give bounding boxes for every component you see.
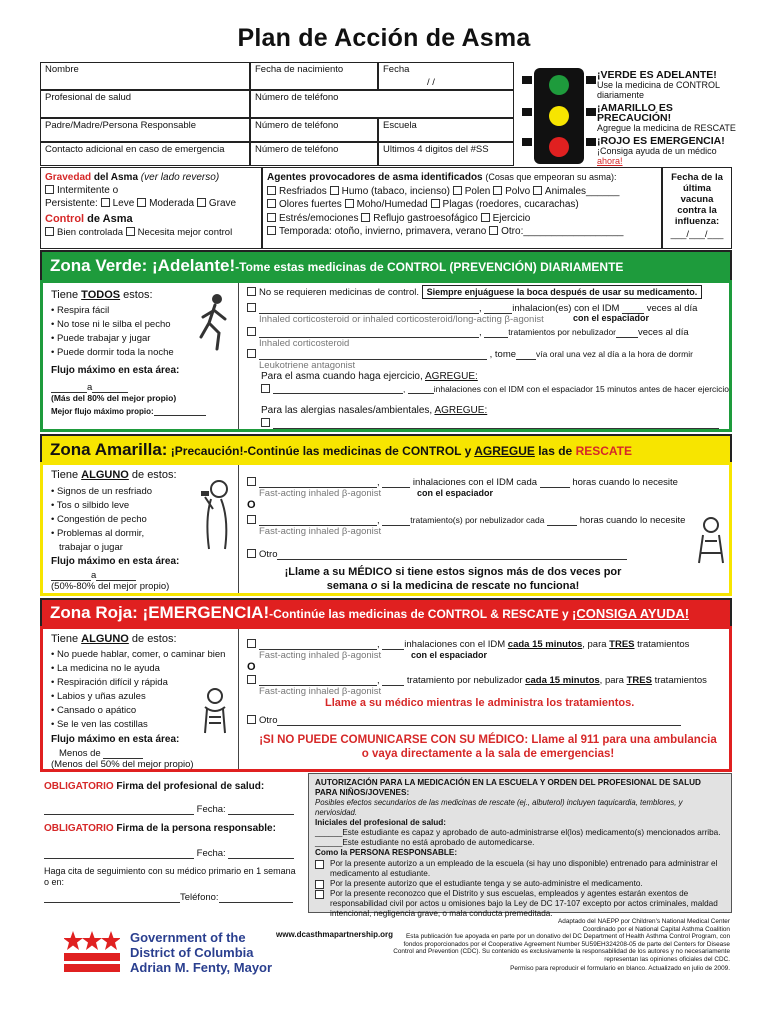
no-control-meds-checkbox[interactable] xyxy=(247,287,256,296)
yellow-zone-body: Tiene ALGUNO de estos: • Signos de un resfriado • Tos o silbido leve • Congestión de pecho • Problemas al dormir, trabajar o jugar Flujo máximo en esta área: a (50%-80% del mejor propio) , inhalaciones con el IDM cada horas cuando lo necesite Fast-acting inhaled β-agonist con el espaciador O , tratamiento(s) por nebulizador cada horas cuando lo necesite Fast-acting inhaled β-agonist Otro ¡Llame a su MÉDICO si tiene estos signos más de dos veces por semana o si la medicina de rescate no funciona! xyxy=(40,462,732,596)
yellow-zone-symptoms: Tiene ALGUNO de estos: • Signos de un resfriado • Tos o silbido leve • Congestión de pecho • Problemas al dormir, trabajar o jugar Flujo máximo en esta área: a (50%-80% del mejor propio) xyxy=(43,465,239,593)
padre-field[interactable]: Padre/Madre/Persona Responsable xyxy=(40,118,250,142)
trigger-checkbox[interactable] xyxy=(533,186,542,195)
trigger-checkbox[interactable] xyxy=(267,199,276,208)
leve-checkbox[interactable] xyxy=(101,198,110,207)
trigger-label: Olores fuertes xyxy=(279,199,342,210)
auth-employee-checkbox[interactable] xyxy=(315,860,324,869)
credits-text: Adaptado del NAEPP por Children's National Medical Center Coordinado por el National Capital Asthma Coalition Esta publicación fue apoyada en parte por un donativo del DC Department of Health Asthma Control Program, con fondos proporcionados por el Cooperative Agreement Number 5U59EH324208-05 de parte del Centers for Disease Control and Prevention (CDC). Su contenido es exclusivamente la responsabilidad de los autores y no necesariamente representan las opiniones oficiales del CDC. Permiso para reproducir el formulario en blanco. Actualizado en julio de 2009. xyxy=(393,918,730,972)
profesional-field[interactable]: Profesional de salud xyxy=(40,90,250,118)
red-zone-body: Tiene ALGUNO de estos: • No puede hablar, comer, o caminar bien • La medicina no le ayuda • Respiración difícil y rápida • Labios y uñas azules • Cansado o apático • Se le ven las costillas Flujo máximo en esta área: Menos de (Menos del 50% del mejor propio) , inhalaciones con el IDM cada 15 minutos, para TRES tratamientos Fast-acting inhaled β-agonist con el espaciador O , tratamiento por nebulizador cada 15 minutos, para TRES tratamientos Fast-acting inhaled β-agonist Llame a su médico mientras le administra los tratamientos. Otro ¡SI NO PUEDE COMUNICARSE CON SU MÉDICO: Llame al 911 para una ambulancia o vaya directamente a la sala de emergencias! xyxy=(40,626,732,772)
trigger-label: Moho/Humedad xyxy=(356,199,428,210)
inhaler-person-icon xyxy=(191,479,237,556)
green-med-1-checkbox[interactable] xyxy=(247,303,256,312)
symptom-item: • No puede hablar, comer, o caminar bien xyxy=(51,649,226,660)
website-link[interactable]: www.dcasthmapartnership.org xyxy=(276,930,394,939)
yellow-call-doctor: ¡Llame a su MÉDICO si tiene estos signos más de dos veces por semana o si la medicina de rescate no funciona! xyxy=(284,566,622,592)
exercise-med-checkbox[interactable] xyxy=(261,384,270,393)
trigger-label: Polen xyxy=(464,185,491,197)
triggers-row-4 xyxy=(267,225,657,239)
trigger-checkbox[interactable] xyxy=(267,186,276,195)
symptom-item: • Respira fácil xyxy=(51,305,110,316)
cita-text: Haga cita de seguimiento con su médico primario en 1 semana o en: xyxy=(44,866,296,887)
triggers-row-2 xyxy=(267,198,657,212)
symptom-item: • Respiración difícil y rápida xyxy=(51,677,168,688)
vaccine-box: Fecha de la última vacuna contra la influenza: ___/___/___ xyxy=(662,167,732,249)
moderada-checkbox[interactable] xyxy=(137,198,146,207)
telefono-field-2[interactable]: Número de teléfono xyxy=(250,118,378,142)
trigger-label: Estrés/emociones xyxy=(279,212,359,224)
traffic-legend: ¡VERDE ES ADELANTE! Use la medicina de CONTROL diariamente ¡AMARILLO ES PRECAUCIÓN! Agregue la medicina de RESCATE ¡ROJO ES EMERGENCIA! ¡Consiga ayuda de un médico ahora! xyxy=(597,69,736,166)
symptom-item: • Tos o silbido leve xyxy=(51,500,130,511)
contacto-field[interactable]: Contacto adicional en caso de emergencia xyxy=(40,142,250,166)
bien-controlada-checkbox[interactable] xyxy=(45,227,54,236)
trigger-label: Ejercicio xyxy=(492,212,531,224)
symptom-item: • Congestión de pecho xyxy=(51,514,147,525)
trigger-checkbox[interactable] xyxy=(481,213,490,222)
intermitente-checkbox[interactable] xyxy=(45,185,54,194)
traffic-light-icon xyxy=(520,66,598,166)
symptom-item: • Puede trabajar y jugar xyxy=(51,333,151,344)
trigger-checkbox[interactable] xyxy=(345,199,354,208)
red-call-911: ¡SI NO PUEDE COMUNICARSE CON SU MÉDICO: Llame al 911 para una ambulancia o vaya directamente a la sala de emergencias! xyxy=(259,734,717,760)
trigger-checkbox[interactable] xyxy=(267,226,276,235)
telefono-field-3[interactable]: Número de teléfono xyxy=(250,142,378,166)
red-zone-header: Zona Roja: ¡EMERGENCIA!-Continúe las medicinas de CONTROL & RESCATE y ¡CONSIGA AYUDA! xyxy=(40,598,732,628)
triggers-row-1 xyxy=(267,185,657,199)
allergy-med-checkbox[interactable] xyxy=(261,418,270,427)
triggers-box: Agentes provocadores de asma identificados (Cosas que empeoran su asma): Resfriados Humo (tabaco, incienso) Polen Polvo Animales______ Olores fuertes Moho/Humedad Plagas (roedores, cucarachas) Estrés/emociones Reflujo gastroesofágico Ejercicio Temporada: otoño, invierno, primavera, verano Otro:__________________ xyxy=(262,167,662,249)
green-zone-symptoms: Tiene TODOS estos: • Respira fácil • No tose ni le silba el pecho • Puede trabajar y jugar • Puede dormir toda la noche Flujo máximo en esta área: a (Más del 80% del mejor propio) Mejor flujo máximo propio: xyxy=(43,283,239,429)
red-med-1-checkbox[interactable] xyxy=(247,639,256,648)
ssn-field[interactable]: Ultimos 4 digitos del #SS xyxy=(378,142,514,166)
fecha-field[interactable]: Fecha / / xyxy=(378,62,514,90)
green-med-2-checkbox[interactable] xyxy=(247,327,256,336)
red-med-2-checkbox[interactable] xyxy=(247,675,256,684)
trigger-checkbox[interactable] xyxy=(489,226,498,235)
triggers-row-3 xyxy=(267,212,657,226)
trigger-label: Temporada: otoño, invierno, primavera, verano xyxy=(279,226,487,237)
green-med-3-checkbox[interactable] xyxy=(247,349,256,358)
trigger-checkbox[interactable] xyxy=(330,186,339,195)
trigger-label: Plagas (roedores, cucarachas) xyxy=(442,199,579,210)
symptom-item: • No tose ni le silba el pecho xyxy=(51,319,171,330)
fecha-slashes: / / xyxy=(427,77,435,88)
telefono-field-1[interactable]: Número de teléfono xyxy=(250,90,514,118)
trigger-checkbox[interactable] xyxy=(431,199,440,208)
page-title: Plan de Acción de Asma xyxy=(237,24,531,52)
necesita-control-checkbox[interactable] xyxy=(126,227,135,236)
severity-box: Gravedad del Asma (ver lado reverso) Intermitente o Persistente: Leve Moderada Grave Control de Asma Bien controlada Necesita mejor control xyxy=(40,167,262,249)
dc-flag-logo xyxy=(64,930,120,977)
yellow-med-2-checkbox[interactable] xyxy=(247,515,256,524)
symptom-item: • Signos de un resfriado xyxy=(51,486,153,497)
trigger-checkbox[interactable] xyxy=(267,213,276,222)
distressed-person-icon xyxy=(193,687,237,742)
fecha-nac-field[interactable]: Fecha de nacimiento xyxy=(250,62,378,90)
trigger-checkbox[interactable] xyxy=(493,186,502,195)
red-zone-symptoms: Tiene ALGUNO de estos: • No puede hablar, comer, o caminar bien • La medicina no le ayuda • Respiración difícil y rápida • Labios y uñas azules • Cansado o apático • Se le ven las costillas Flujo máximo en esta área: Menos de (Menos del 50% del mejor propio) xyxy=(43,629,239,769)
auth-liability-checkbox[interactable] xyxy=(315,890,324,899)
trigger-label: Reflujo gastroesofágico xyxy=(373,212,478,224)
symptom-item: • La medicina no le ayuda xyxy=(51,663,160,674)
red-otro-checkbox[interactable] xyxy=(247,715,256,724)
government-name: Government of the District of Columbia Adrian M. Fenty, Mayor xyxy=(130,930,273,975)
green-zone-header: Zona Verde: ¡Adelante!-Tome estas medicinas de CONTROL (PREVENCIÓN) DIARIAMENTE xyxy=(40,250,732,282)
symptom-item: • Problemas al dormir, xyxy=(51,528,145,539)
green-zone-body: Tiene TODOS estos: • Respira fácil • No tose ni le silba el pecho • Puede trabajar y jugar • Puede dormir toda la noche Flujo máximo en esta área: a (Más del 80% del mejor propio) Mejor flujo máximo propio: No se requieren medicinas de control. Siempre enjuáguese la boca después de usar su medicamento. , inhalacion(es) con el IDM veces al día Inhaled corticosteroid or inhaled corticosteroid/long-acting β-agonist con el espaciador , tratamientos por nebulizador veces al día Inhaled corticosteroid , tome vía oral una vez al día a la hora de dormir Leukotriene antagonist Para el asma cuando haga ejercicio, AGREGUE: , inhalaciones con el IDM con el espaciador 15 minutos antes de hacer ejercicio Para las alergias nasales/ambientales, AGREGUE: xyxy=(40,280,732,432)
trigger-label: Animales______ xyxy=(544,185,620,197)
trigger-checkbox[interactable] xyxy=(361,213,370,222)
trigger-label: Polvo xyxy=(505,185,531,197)
symptom-item: trabajar o jugar xyxy=(59,542,123,553)
red-llame-medico: Llame a su médico mientras le administra los tratamientos. xyxy=(325,697,635,709)
runner-icon xyxy=(193,293,237,360)
authorization-panel: AUTORIZACIÓN PARA LA MEDICACIÓN EN LA ESCUELA Y ORDEN DEL PROFESIONAL DE SALUD PARA NIÑOS/JOVENES: Posibles efectos secundarios de las medicinas de rescate (ej., albuterol) incluyen taquicardia, temblores, y nerviosidad. Iniciales del profesional de salud: ______Este estudiante es capaz y aprobado de auto-administrarse el(los) medicamento(s) mencionados arriba. ______Este estudiante no está aprobado de automedicarse. Como la PERSONA RESPONSABLE: Por la presente autorizo a un empleado de la escuela (si hay uno disponible) entrenado para administrar el medicamento al estudiante. Por la presente autorizo que el estudiante tenga y se auto-administre el medicamento. Por la presente reconozco que el Distrito y sus escuelas, empleados y agentes estarán exentos de responsabilidad civil por actos u omisiones bajo la Ley de DC 17-107 excepto por actos criminales, maldad intencional, negligencia grave, o mala conducta premeditada. xyxy=(308,773,732,913)
escuela-field[interactable]: Escuela xyxy=(378,118,514,142)
nebulizer-child-icon xyxy=(693,517,729,572)
symptom-item: • Labios y uñas azules xyxy=(51,691,146,702)
auth-self-checkbox[interactable] xyxy=(315,880,324,889)
trigger-label: Otro:__________________ xyxy=(501,226,624,237)
trigger-label: Resfriados xyxy=(279,185,327,197)
yellow-med-1-checkbox[interactable] xyxy=(247,477,256,486)
symptom-item: • Cansado o apático xyxy=(51,705,137,716)
trigger-label: Humo (tabaco, incienso) xyxy=(341,185,450,197)
yellow-zone-header: Zona Amarilla: ¡Precaución!-Continúe las medicinas de CONTROL y AGREGUE las de RESCATE xyxy=(40,434,732,464)
nombre-field[interactable]: Nombre xyxy=(40,62,250,90)
symptom-item: • Puede dormir toda la noche xyxy=(51,347,174,358)
yellow-otro-checkbox[interactable] xyxy=(247,549,256,558)
grave-checkbox[interactable] xyxy=(197,198,206,207)
trigger-checkbox[interactable] xyxy=(453,186,462,195)
symptom-item: • Se le ven las costillas xyxy=(51,719,148,730)
